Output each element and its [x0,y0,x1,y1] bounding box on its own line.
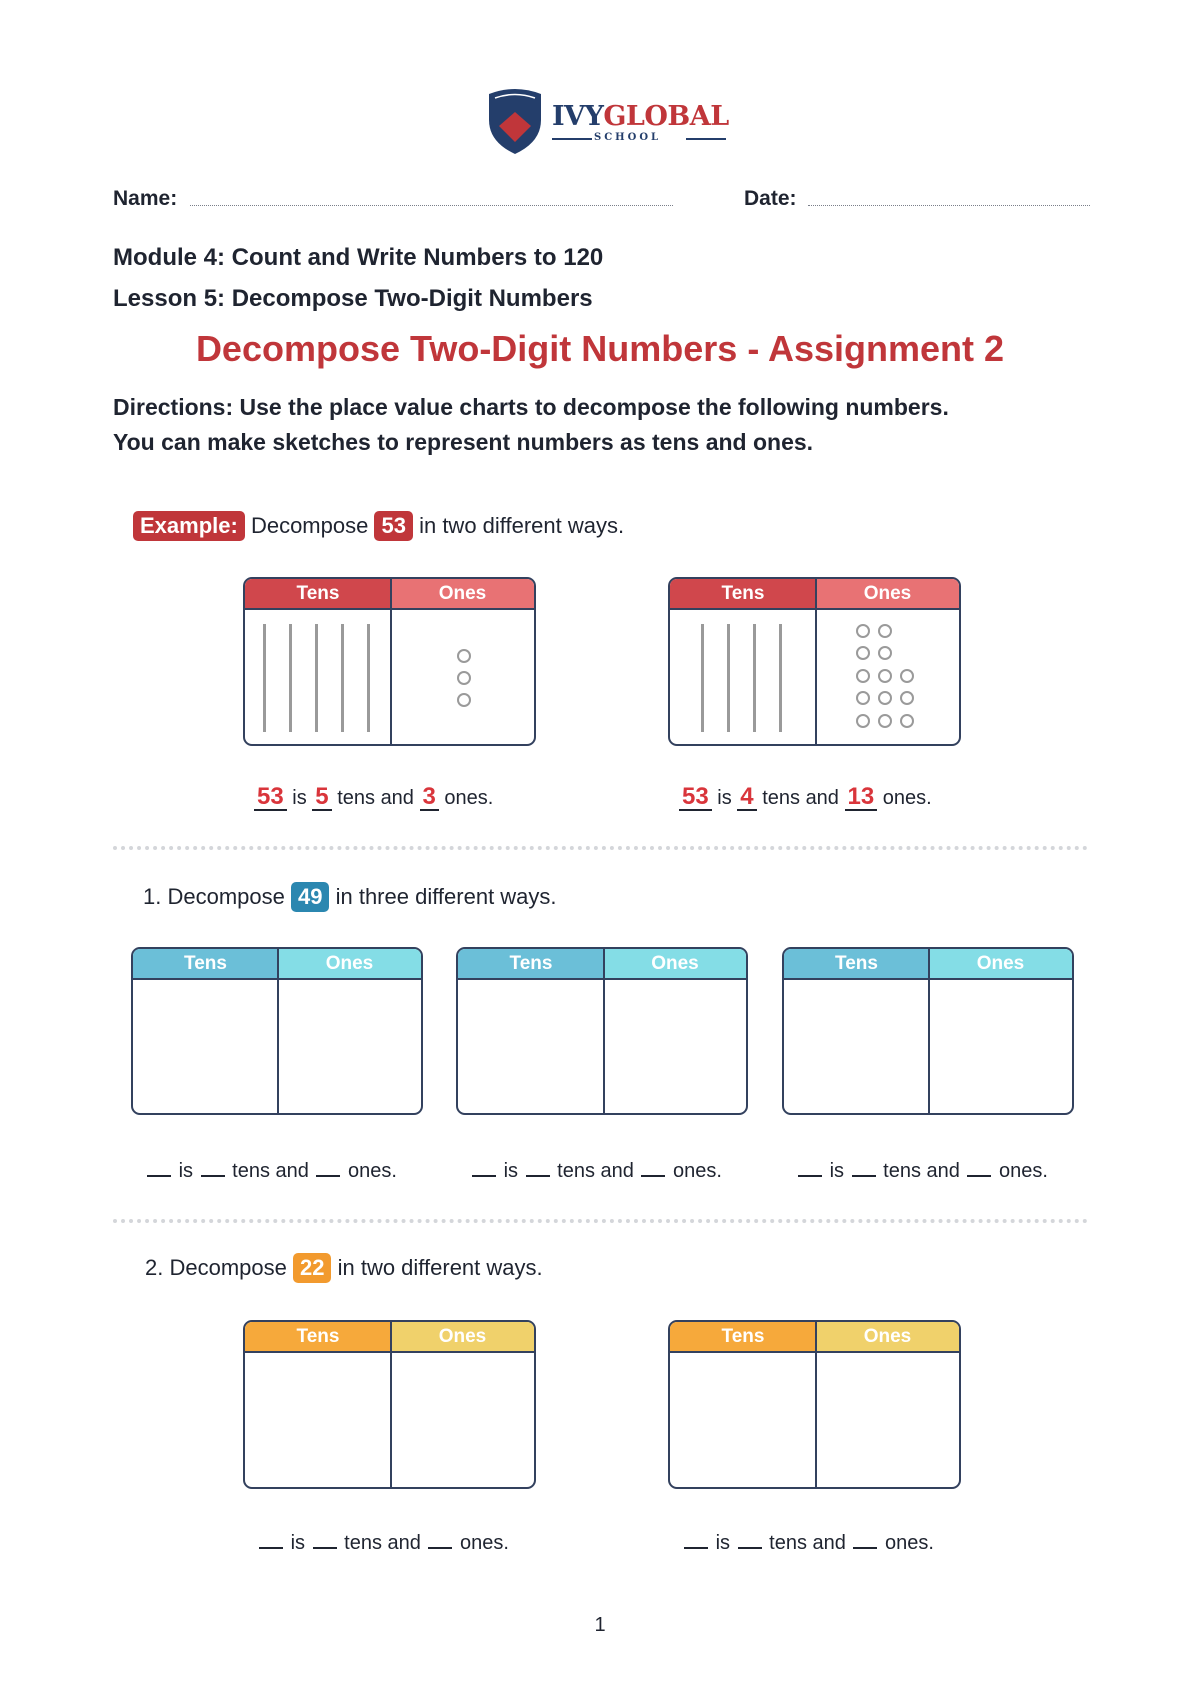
word-ones: ones. [444,787,494,809]
one-circle [856,691,870,705]
date-field[interactable] [808,205,1090,206]
word-ones: ones. [673,1160,722,1182]
section-divider [113,1219,1088,1223]
example-chart-2 [668,577,961,746]
logo-divider [552,138,592,140]
word-ones: ones. [460,1532,509,1554]
ten-rod [701,624,704,732]
word-is: is [178,1160,194,1182]
tens-header: Tens [458,949,604,978]
ten-rod [263,624,266,732]
one-circle [878,714,892,728]
name-label: Name: [113,187,178,210]
one-circle [457,649,471,663]
example-sentence-2 [679,785,932,811]
blank-ones[interactable] [641,1175,665,1177]
word-is: is [829,1160,845,1182]
module-heading: Module 4: Count and Write Numbers to 120 [113,244,604,271]
one-circle [878,669,892,683]
logo-wordmark: IVYGLOBAL [552,101,729,132]
word-tens-and: tens and [337,787,414,809]
blank-number[interactable] [259,1547,283,1549]
answer-ones: 3 [420,785,439,811]
ones-header: Ones [391,579,534,608]
tens-header: Tens [784,949,929,978]
answer-number: 53 [254,785,287,811]
word-tens-and: tens and [557,1160,634,1182]
q1-prefix: 1. Decompose [143,884,285,909]
ten-rod [315,624,318,732]
one-circle [900,691,914,705]
ones-header: Ones [278,949,421,978]
word-is: is [715,1532,731,1554]
one-circle [457,693,471,707]
directions-line-1: Directions: Use the place value charts to decompose the following numbers. [113,394,949,420]
one-circle [878,624,892,638]
one-circle [856,669,870,683]
logo-subtitle: SCHOOL [594,132,662,143]
ten-rod [753,624,756,732]
q1-chart-3[interactable] [782,947,1074,1115]
ten-rod [727,624,730,732]
word-tens-and: tens and [762,787,839,809]
lesson-heading: Lesson 5: Decompose Two-Digit Numbers [113,285,593,312]
word-ones: ones. [348,1160,397,1182]
word-ones: ones. [999,1160,1048,1182]
q2-sentence-2[interactable] [682,1532,934,1555]
blank-number[interactable] [684,1547,708,1549]
date-label: Date: [744,187,797,210]
answer-number: 53 [679,785,712,811]
ones-header: Ones [604,949,746,978]
blank-tens[interactable] [313,1547,337,1549]
logo-divider [686,138,726,140]
example-number-badge: 53 [374,511,412,541]
q1-sentence-2[interactable] [470,1160,722,1183]
one-circle [878,646,892,660]
blank-number[interactable] [472,1175,496,1177]
one-circle [856,646,870,660]
one-circle [856,714,870,728]
one-circle [878,691,892,705]
answer-ones: 13 [845,785,878,811]
q1-suffix: in three different ways. [335,884,557,909]
school-shield-logo [485,86,545,156]
answer-tens: 5 [312,785,331,811]
blank-tens[interactable] [852,1175,876,1177]
name-field[interactable] [190,205,673,206]
ones-header: Ones [929,949,1072,978]
blank-tens[interactable] [738,1547,762,1549]
q1-prompt [143,882,557,912]
blank-tens[interactable] [526,1175,550,1177]
q1-number-badge: 49 [291,882,329,912]
example-chart-1 [243,577,536,746]
example-suffix: in two different ways. [419,513,625,538]
one-circle [900,714,914,728]
blank-ones[interactable] [853,1547,877,1549]
word-is: is [290,1532,306,1554]
section-divider [113,846,1088,850]
example-sentence-1 [254,785,493,811]
ten-rod [779,624,782,732]
blank-ones[interactable] [428,1547,452,1549]
tens-header: Tens [670,579,816,608]
directions-line-2: You can make sketches to represent numbers as tens and ones. [113,429,814,455]
ones-header: Ones [816,1322,959,1351]
word-tens-and: tens and [344,1532,421,1554]
blank-tens[interactable] [201,1175,225,1177]
tens-header: Tens [245,579,391,608]
q1-sentence-1[interactable] [145,1160,397,1183]
q2-suffix: in two different ways. [337,1255,543,1280]
blank-ones[interactable] [967,1175,991,1177]
word-is: is [503,1160,519,1182]
q2-sentence-1[interactable] [257,1532,509,1555]
blank-ones[interactable] [316,1175,340,1177]
word-ones: ones. [885,1532,934,1554]
example-prefix: Decompose [250,513,369,538]
example-prompt [133,511,624,541]
q1-chart-1[interactable] [131,947,423,1115]
page-number: 1 [594,1614,606,1636]
tens-header: Tens [245,1322,391,1351]
word-is: is [292,787,307,809]
one-circle [856,624,870,638]
tens-header: Tens [133,949,278,978]
q1-sentence-3[interactable] [796,1160,1048,1183]
q2-number-badge: 22 [293,1253,331,1283]
answer-tens: 4 [737,785,756,811]
ten-rod [341,624,344,732]
one-circle [457,671,471,685]
tens-header: Tens [670,1322,816,1351]
one-circle [900,669,914,683]
q1-chart-2[interactable] [456,947,748,1115]
word-ones: ones. [882,787,932,809]
ones-header: Ones [816,579,959,608]
q2-chart-2[interactable] [668,1320,961,1489]
word-tens-and: tens and [883,1160,960,1182]
blank-number[interactable] [147,1175,171,1177]
q2-prefix: 2. Decompose [145,1255,287,1280]
ten-rod [367,624,370,732]
word-tens-and: tens and [769,1532,846,1554]
page-title: Decompose Two-Digit Numbers - Assignment 2 [195,328,1005,369]
ten-rod [289,624,292,732]
word-tens-and: tens and [232,1160,309,1182]
ones-header: Ones [391,1322,534,1351]
q2-prompt [145,1253,543,1283]
word-is: is [717,787,732,809]
example-tag: Example: [133,511,245,541]
blank-number[interactable] [798,1175,822,1177]
q2-chart-1[interactable] [243,1320,536,1489]
